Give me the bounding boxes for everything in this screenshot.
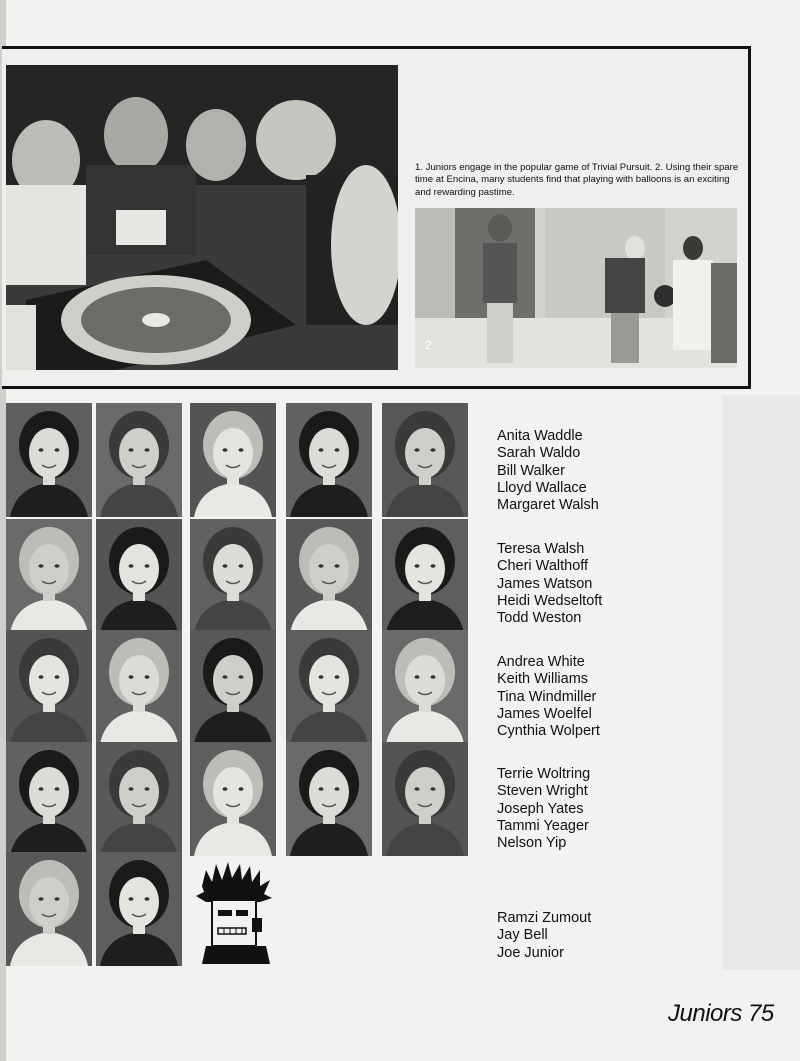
student-name: Bill Walker xyxy=(497,462,565,479)
student-name: Nelson Yip xyxy=(497,835,567,852)
student-name: Heidi Wedseltoft xyxy=(497,592,603,609)
student-portrait xyxy=(96,403,182,517)
page-number: 75 xyxy=(748,1000,774,1027)
student-portrait xyxy=(382,519,468,633)
student-portrait xyxy=(6,742,92,856)
student-name: Anita Waddle xyxy=(497,428,583,444)
page-footer xyxy=(668,1000,774,1028)
student-portrait xyxy=(286,630,372,744)
student-portrait xyxy=(96,519,182,633)
name-group xyxy=(497,654,600,740)
name-group xyxy=(497,766,590,852)
student-name: Joe Junior xyxy=(497,944,564,961)
student-portrait xyxy=(286,742,372,856)
student-portrait xyxy=(6,630,92,744)
student-portrait xyxy=(382,742,468,856)
student-name: Margaret Walsh xyxy=(497,497,599,514)
student-name: Tina Windmiller xyxy=(497,688,597,705)
student-name: Jay Bell xyxy=(497,927,548,944)
page-shading xyxy=(722,395,800,970)
photo-number: 2 xyxy=(425,338,432,352)
student-portrait xyxy=(190,742,276,856)
student-portrait xyxy=(286,403,372,517)
student-name: Teresa Walsh xyxy=(497,541,585,557)
student-portrait xyxy=(96,630,182,744)
student-portrait xyxy=(190,519,276,633)
photo-caption: 1. Juniors engage in the popular game of Trivial Pursuit. 2. Using their spare time at Encina, many students find that playing with balloons is an exciting and rewarding pastime. xyxy=(415,161,739,198)
student-portrait xyxy=(382,403,468,517)
student-name: Andrea White xyxy=(497,654,585,670)
student-portrait xyxy=(96,742,182,856)
student-name: Todd Weston xyxy=(497,610,582,627)
student-name: James Woelfel xyxy=(497,705,592,722)
student-portrait xyxy=(96,852,182,966)
student-portrait xyxy=(286,519,372,633)
name-group xyxy=(497,541,602,627)
student-portrait xyxy=(6,403,92,517)
student-name: Steven Wright xyxy=(497,783,588,800)
student-portrait xyxy=(382,630,468,744)
trivial-pursuit-photo xyxy=(6,65,398,370)
student-name: Lloyd Wallace xyxy=(497,479,587,496)
punk-mascot-drawing xyxy=(196,862,276,964)
student-name: Tammi Yeager xyxy=(497,817,589,834)
student-name: Keith Williams xyxy=(497,671,589,688)
name-group xyxy=(497,910,591,962)
student-name: Terrie Woltring xyxy=(497,766,591,782)
student-portrait xyxy=(190,630,276,744)
student-name: Cynthia Wolpert xyxy=(497,723,600,740)
student-name: Cheri Walthoff xyxy=(497,558,589,575)
student-name: Joseph Yates xyxy=(497,800,584,817)
student-portrait xyxy=(6,519,92,633)
name-group xyxy=(497,428,599,514)
student-portrait xyxy=(190,403,276,517)
section-title: Juniors xyxy=(668,1000,742,1027)
student-name: James Watson xyxy=(497,575,593,592)
student-name: Ramzi Zumout xyxy=(497,910,592,926)
balloons-photo xyxy=(415,208,737,368)
student-name: Sarah Waldo xyxy=(497,445,581,462)
student-portrait xyxy=(6,852,92,966)
